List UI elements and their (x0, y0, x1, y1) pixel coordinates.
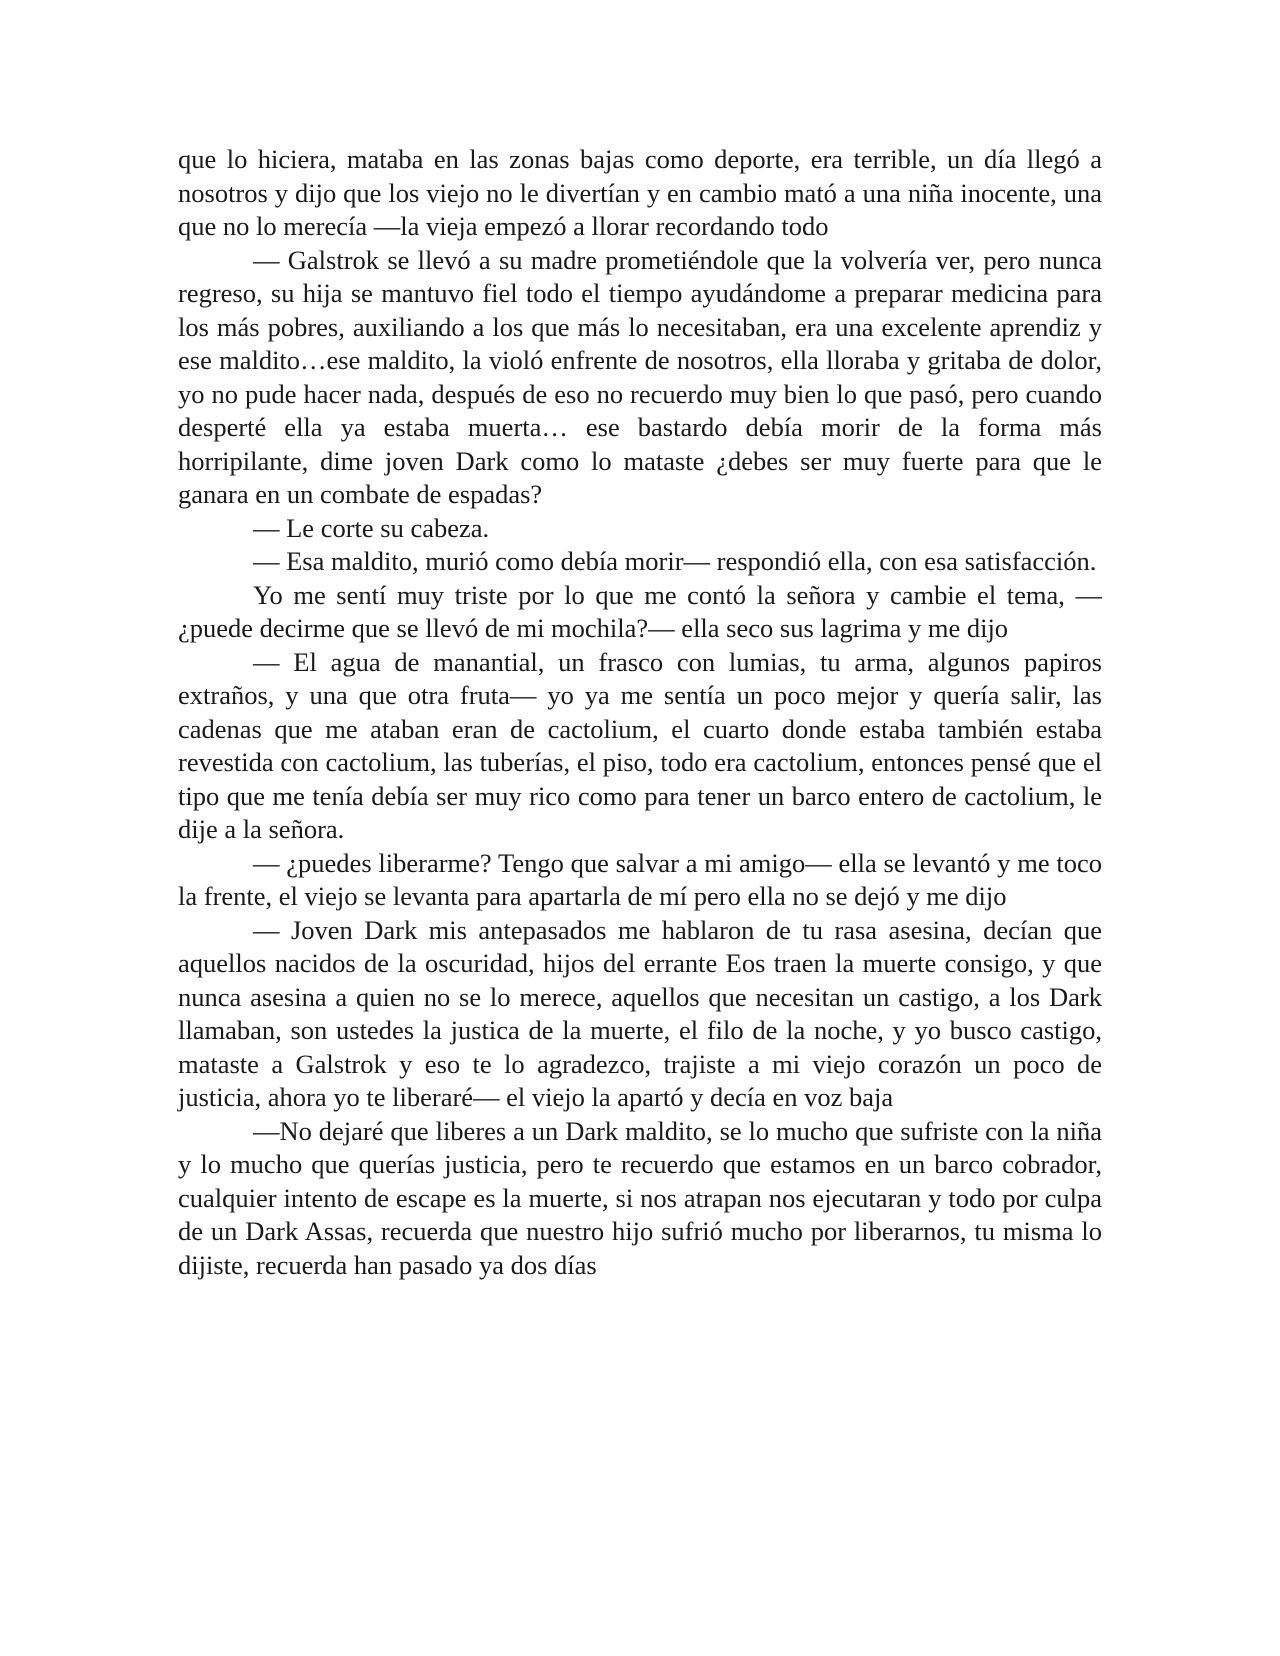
paragraph-1: que lo hiciera, mataba en las zonas bajas como deporte, era terrible, un día llegó a nosotros y dijo que los viejo no le divertían y en cambio mató a una niña inocente, una que no lo merecía —la vieja empezó a llorar recordando todo (178, 144, 1102, 241)
paragraph-7: — ¿puedes liberarme? Tengo que salvar a mi amigo— ella se levantó y me toco la frente, el viejo se levanta para apartarla de mí pero ella no se dejó y me dijo (178, 847, 1102, 911)
paragraph-5: Yo me sentí muy triste por lo que me contó la señora y cambie el tema, — ¿puede decirme que se llevó de mi mochila?— ella seco sus lagrima y me dijo (178, 579, 1102, 643)
paragraph-6: — El agua de manantial, un frasco con lumias, tu arma, algunos papiros extraños, y una que otra fruta— yo ya me sentía un poco mejor y quería salir, las cadenas que me ataban eran de cactolium, el cuarto donde estaba también estaba revestida con cactolium, las tuberías, el piso, todo era cactolium, entonces pensé que el tipo que me tenía debía ser muy rico como para tener un barco entero de cactolium, le dije a la señora. (178, 646, 1102, 844)
paragraph-9: —No dejaré que liberes a un Dark maldito, se lo mucho que sufriste con la niña y lo mucho que querías justicia, pero te recuerdo que estamos en un barco cobrador, cualquier intento de escape es la muerte, si nos atrapan nos ejecutaran y todo por culpa de un Dark Assas, recuerda que nuestro hijo sufrió mucho por liberarnos, tu misma lo dijiste, recuerda han pasado ya dos días (178, 1115, 1102, 1280)
document-page (178, 143, 1102, 1282)
paragraph-4: — Esa maldito, murió como debía morir— respondió ella, con esa satisfacción. (253, 546, 1097, 576)
paragraph-8: — Joven Dark mis antepasados me hablaron de tu rasa asesina, decían que aquellos nacidos de la oscuridad, hijos del errante Eos traen la muerte consigo, y que nunca asesina a quien no se lo merece, aquellos que necesitan un castigo, a los Dark llamaban, son ustedes la justica de la muerte, el filo de la noche, y yo busco castigo, mataste a Galstrok y eso te lo agradezco, trajiste a mi viejo corazón un poco de justicia, ahora yo te liberaré— el viejo la apartó y decía en voz baja (178, 914, 1102, 1112)
paragraph-3: — Le corte su cabeza. (253, 512, 490, 543)
paragraph-2: — Galstrok se llevó a su madre prometiéndole que la volvería ver, pero nunca regreso, su hija se mantuvo fiel todo el tiempo ayudándome a preparar medicina para los más pobres, auxiliando a los que más lo necesitaban, era una excelente aprendiz y ese maldito…ese maldito, la violó enfrente de nosotros, ella lloraba y gritaba de dolor, yo no pude hacer nada, después de eso no recuerdo muy bien lo que pasó, pero cuando desperté ella ya estaba muerta… ese bastardo debía morir de la forma más horripilante, dime joven Dark como lo mataste ¿debes ser muy fuerte para que le ganara en un combate de espadas? (178, 244, 1102, 509)
